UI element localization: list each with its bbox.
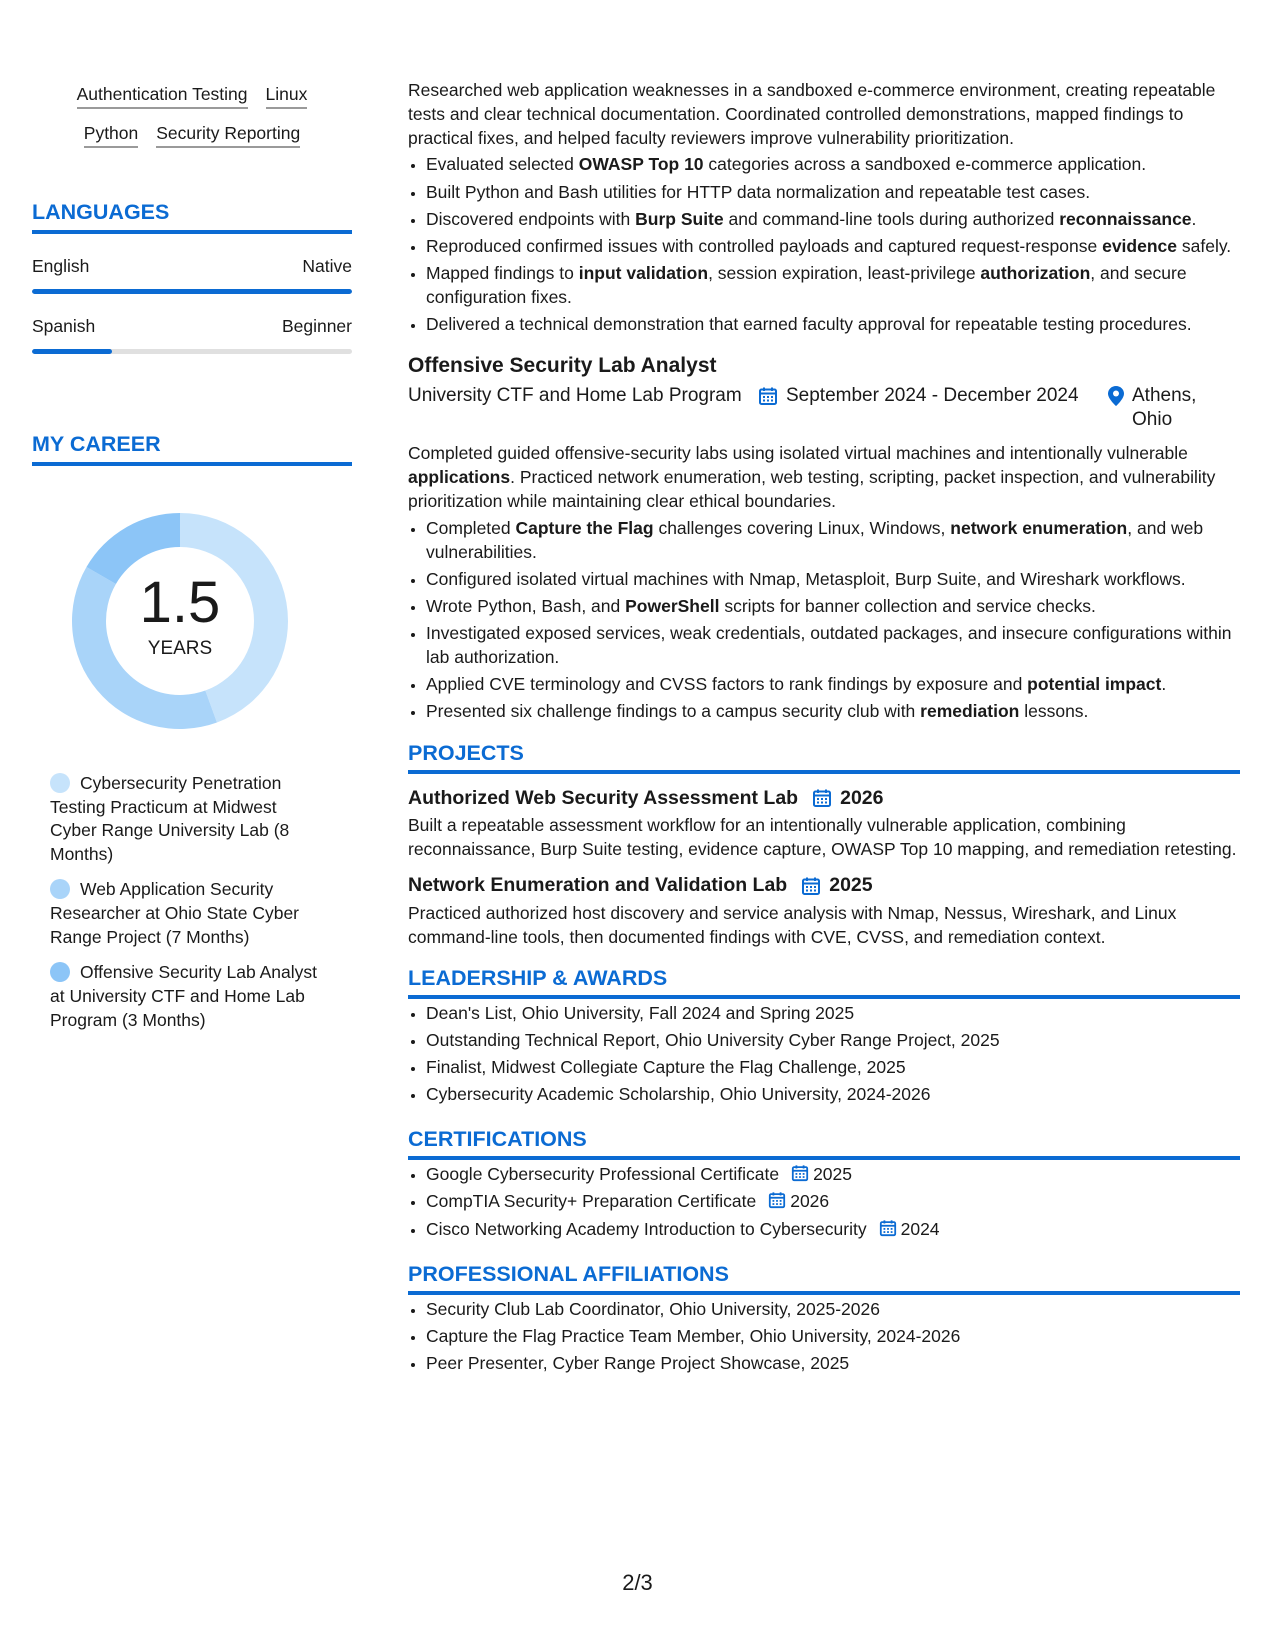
certification-name: CompTIA Security+ Preparation Certificate [426,1191,757,1212]
certification-name: Cisco Networking Academy Introduction to Cybersecurity [426,1218,867,1239]
job-title: Offensive Security Lab Analyst [408,354,717,378]
bullet-item [426,207,1240,231]
bold-text: reconnaissance [1059,208,1192,229]
project-title-row [408,873,1240,898]
bold-text: network enumeration [950,517,1128,538]
job-company-text: University CTF and Home Lab Program [408,384,742,406]
text-run: Applied CVE terminology and CVSS factors to rank findings by exposure and [426,674,1028,695]
map-pin-icon [1108,386,1124,406]
affiliations-heading: PROFESSIONAL AFFILIATIONS [408,1261,1240,1295]
affiliation-item: • Security Club Lab Coordinator, Ohio University, 2025-2026 [426,1297,1240,1321]
bullet-item [426,516,1240,564]
job-dates [758,384,1108,433]
legend-label: Offensive Security Lab Analyst at University CTF and Home Lab Program (3 Months) [50,962,318,1030]
certification-name: Google Cybersecurity Professional Certificate [426,1164,780,1185]
bullet-item [426,567,1240,591]
legend-label: Cybersecurity Penetration Testing Practicum at Midwest Cyber Range University Lab (8 Months) [50,772,290,864]
left-column [32,84,352,1044]
projects-heading: PROJECTS [408,740,1240,774]
project-item [408,786,1240,862]
bullet-item [426,312,1240,336]
text-run: Investigated exposed services, weak credentials, outdated packages, and insecure configurations within lab authorization. [426,623,1232,668]
text-run: , and secure configuration fixes. [426,262,1187,308]
bullet-item [426,234,1240,258]
language-name: Spanish [32,315,96,336]
text-run: Presented six challenge findings to a campus security club with [426,701,921,722]
text-run: Delivered a technical demonstration that earned faculty approval for repeatable testing procedures. [426,314,1192,335]
text-run: categories across a sandboxed e-commerce application. [703,154,1147,175]
language-level-fill [32,289,352,294]
calendar-icon [801,876,821,896]
text-run: Built Python and Bash utilities for HTTP data normalization and repeatable test cases. [426,181,1091,202]
legend-dot [50,879,70,899]
page-number: 2/3 [622,1570,653,1595]
job-dates-text: September 2024 - December 2024 [786,384,1079,406]
career-heading: MY CAREER [32,432,352,466]
skills-list [32,84,352,148]
bullet-item [426,261,1240,309]
experience-bullets [408,152,1240,336]
calendar-icon [879,1219,897,1237]
language-level: Native [302,255,352,276]
skill-tag: Python [84,123,138,148]
job-company [408,384,758,433]
bold-text: authorization [980,262,1091,283]
project-title-row [408,786,1240,811]
project-item [408,873,1240,949]
affiliation-item: • Peer Presenter, Cyber Range Project Showcase, 2025 [426,1351,1240,1375]
project-year: 2025 [829,874,873,897]
bold-text: potential impact [1027,674,1162,695]
career-legend [50,772,320,1032]
certifications-heading: CERTIFICATIONS [408,1126,1240,1160]
certification-item [426,1217,1240,1241]
bullet-item [426,672,1240,696]
calendar-icon [812,788,832,808]
text-run: Evaluated selected [426,154,579,175]
job-location-text: Athens, Ohio [1132,384,1197,431]
bold-text: applications [408,467,511,488]
leadership-item: • Outstanding Technical Report, Ohio University Cyber Range Project, 2025 [426,1028,1240,1052]
bold-text: Capture the Flag [515,517,654,538]
text-run: . Practiced network enumeration, web testing, scripting, packet inspection, and vulnerability prioritization while maintaining clear ethical boundaries. [408,467,1216,512]
bullet-item [426,621,1240,669]
leadership-heading: LEADERSHIP & AWARDS [408,965,1240,999]
legend-dot [50,773,70,793]
project-name: Network Enumeration and Validation Lab [408,874,788,897]
experience-summary: Researched web application weaknesses in a sandboxed e-commerce environment, creating repeatable tests and clear technical documentation. Coordinated controlled demonstrations, mapped findings to practical fixes, and helped faculty reviewers improve vulnerability prioritization. [408,80,1216,149]
languages-heading: LANGUAGES [32,200,352,234]
calendar-icon [791,1164,809,1182]
career-legend-item [50,878,320,949]
text-run: Wrote Python, Bash, and [426,595,626,616]
text-run: Configured isolated virtual machines with Nmap, Metasploit, Burp Suite, and Wireshark workflows. [426,568,1186,589]
job-location [1108,384,1240,433]
certification-item [426,1189,1240,1213]
text-run: lessons. [1019,701,1089,722]
calendar-icon [768,1191,786,1209]
text-run: challenges covering Linux, Windows, [653,517,951,538]
skill-tag: Security Reporting [156,123,300,148]
text-run: Reproduced confirmed issues with controlled payloads and captured request-response [426,235,1103,256]
career-donut-chart [65,506,295,736]
text-run: , session expiration, least-privilege [708,262,981,283]
legend-label: Web Application Security Researcher at Ohio State Cyber Range Project (7 Months) [50,879,300,947]
language-name: English [32,255,90,276]
language-item [32,254,352,294]
bold-text: Burp Suite [635,208,724,229]
leadership-item: • Finalist, Midwest Collegiate Capture the Flag Challenge, 2025 [426,1055,1240,1079]
leadership-list [408,1001,1240,1107]
calendar-icon [758,386,778,406]
bold-text: evidence [1102,235,1177,256]
language-item [32,314,352,354]
affiliations-list [408,1297,1240,1375]
bullet-item [426,152,1240,176]
career-total-number: 1.5 [139,569,221,635]
text-run: Mapped findings to [426,262,579,283]
bold-text: input validation [578,262,709,283]
project-description: Built a repeatable assessment workflow for an intentionally vulnerable application, combining reconnaissance, Burp Suite testing, evidence capture, OWASP Top 10 mapping, and remediation retesting. [408,814,1237,860]
certifications-list [408,1162,1240,1240]
project-description: Practiced authorized host discovery and service analysis with Nmap, Nessus, Wireshark, and Linux command-line tools, then documented findings with CVE, CVSS, and remediation context. [408,902,1177,947]
language-level-bar [32,289,352,294]
bold-text: PowerShell [625,595,720,616]
legend-dot [50,962,70,982]
career-total-unit: YEARS [147,637,213,659]
leadership-item: • Dean's List, Ohio University, Fall 2024 and Spring 2025 [426,1001,1240,1025]
bullet-item [426,699,1240,723]
language-level-bar [32,349,352,354]
career-total [65,506,295,736]
right-column [408,78,1240,1378]
job-bullets [408,516,1240,724]
job-summary [408,441,1240,513]
skill-tag: Linux [266,84,308,109]
bullet-item [426,180,1240,204]
text-run: Completed [426,517,516,538]
certification-year: 2024 [900,1218,940,1239]
career-legend-item [50,961,320,1032]
text-run: scripts for banner collection and service checks. [719,595,1096,616]
bullet-item [426,594,1240,618]
text-run: . [1191,208,1197,229]
project-year: 2026 [840,786,884,809]
bold-text: remediation [920,701,1020,722]
project-name: Authorized Web Security Assessment Lab [408,786,799,809]
text-run: and command-line tools during authorized [723,208,1060,229]
text-run: Discovered endpoints with [426,208,636,229]
text-run: Completed guided offensive-security labs using isolated virtual machines and intentionally vulnerable [408,443,1188,464]
leadership-item: • Cybersecurity Academic Scholarship, Ohio University, 2024-2026 [426,1082,1240,1106]
language-level-fill [32,349,112,354]
language-level: Beginner [281,315,352,336]
certification-year: 2026 [790,1191,830,1212]
career-legend-item [50,772,320,867]
certification-year: 2025 [813,1164,853,1185]
affiliation-item: • Capture the Flag Practice Team Member, Ohio University, 2024-2026 [426,1324,1240,1348]
skill-tag: Authentication Testing [77,84,248,109]
text-run: , and web vulnerabilities. [426,517,1204,562]
job-meta [408,384,1240,433]
text-run: safely. [1177,235,1232,256]
bold-text: OWASP Top 10 [578,154,704,175]
text-run: . [1161,674,1167,695]
certification-item [426,1162,1240,1186]
